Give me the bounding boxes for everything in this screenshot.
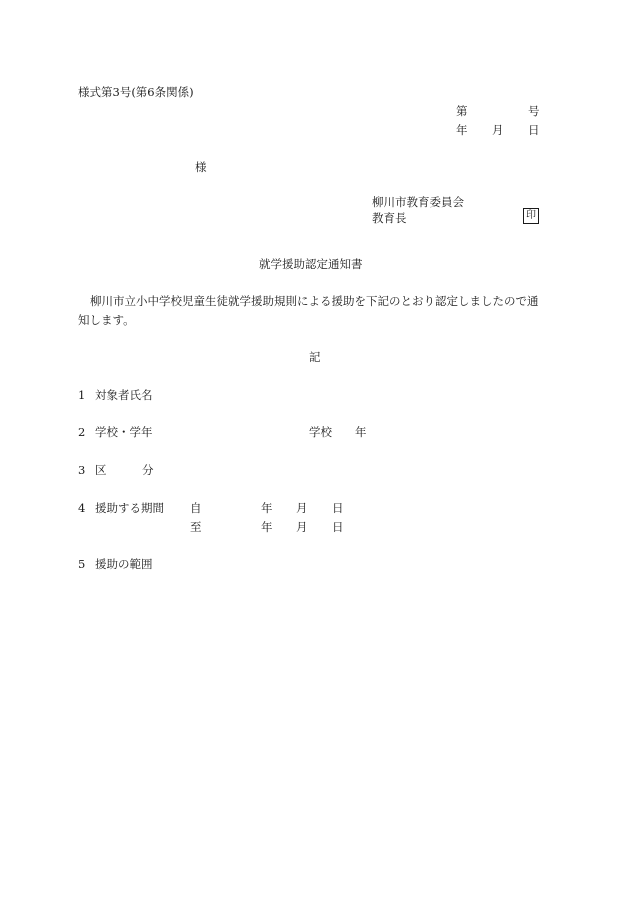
period-to-year: 年 <box>261 520 273 534</box>
period-from-year: 年 <box>261 501 273 515</box>
document-number-prefix: 第 <box>456 104 468 118</box>
document-number-suffix: 号 <box>528 104 540 118</box>
body-text-line-2: 知します。 <box>78 313 135 327</box>
form-number-label: 様式第3号(第6条関係) <box>78 85 194 99</box>
item-2-school-label: 学校 <box>309 425 332 439</box>
document-title: 就学援助認定通知書 <box>259 257 363 271</box>
ki-marker: 記 <box>309 350 321 364</box>
issuer-title: 教育長 <box>372 211 407 225</box>
date-month-label: 月 <box>492 123 504 137</box>
period-to-label: 至 <box>190 520 202 534</box>
item-3-label-part-a: 区 <box>95 463 107 477</box>
item-3-label-part-b: 分 <box>142 463 154 477</box>
item-1-number: 1 <box>78 388 86 402</box>
item-2-number: 2 <box>78 425 86 439</box>
body-text-line-1: 柳川市立小中学校児童生徒就学援助規則による援助を下記のとおり認定しましたので通 <box>90 294 539 308</box>
date-day-label: 日 <box>528 123 540 137</box>
period-from-month: 月 <box>296 501 308 515</box>
official-seal-mark: 印 <box>523 208 539 224</box>
item-2-grade-label: 年 <box>355 425 367 439</box>
period-to-day: 日 <box>332 520 344 534</box>
issuer-organization: 柳川市教育委員会 <box>372 195 464 209</box>
item-5-number: 5 <box>78 557 86 571</box>
item-1-label: 対象者氏名 <box>95 388 153 402</box>
item-5-label: 援助の範囲 <box>95 557 153 571</box>
addressee-honorific: 様 <box>195 160 207 174</box>
period-from-label: 自 <box>190 501 202 515</box>
item-3-number: 3 <box>78 463 86 477</box>
date-year-label: 年 <box>456 123 468 137</box>
item-4-label: 援助する期間 <box>95 501 164 515</box>
item-4-number: 4 <box>78 501 86 515</box>
period-from-day: 日 <box>332 501 344 515</box>
period-to-month: 月 <box>296 520 308 534</box>
item-2-label: 学校・学年 <box>95 425 153 439</box>
